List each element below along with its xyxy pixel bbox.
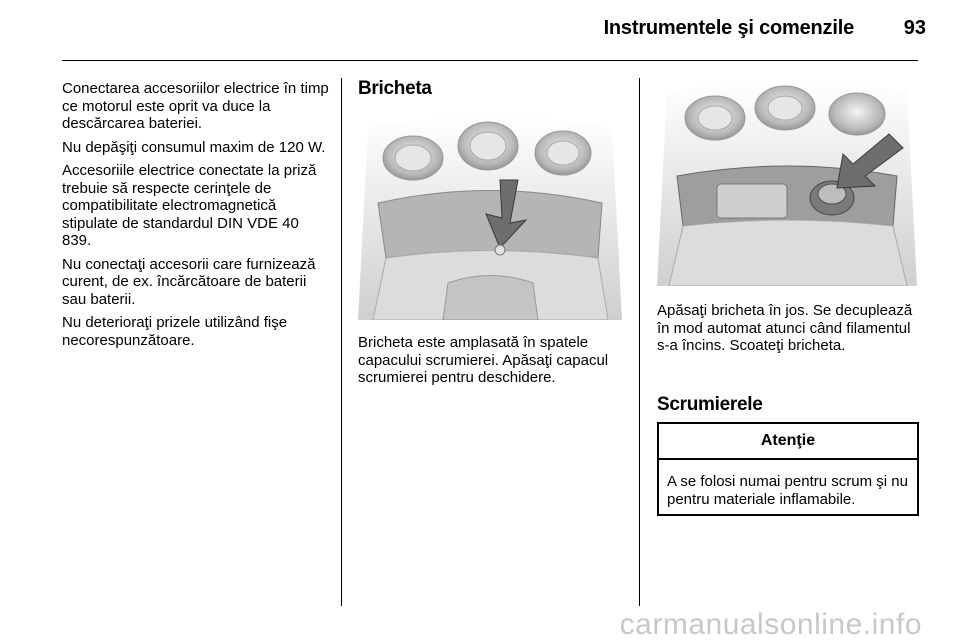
left-column	[62, 80, 330, 355]
paragraph: Nu conectaţi accesorii care furnizează curent, de ex. încărcătoare de baterii sau baterii.	[62, 255, 316, 308]
watermark: carmanualsonline.info	[619, 608, 922, 641]
page-header	[0, 17, 926, 47]
right-column-text	[657, 302, 919, 361]
paragraph: Conectarea accesoriilor electrice în timp ce motorul este oprit va duce la descărcarea bateriei.	[62, 80, 329, 132]
column-divider-right	[639, 78, 640, 606]
callout-text: A se folosi numai pentru scrum şi nu pentru materiale inflamabile.	[667, 473, 908, 508]
section-heading-scrumierele: Scrumierele	[657, 394, 763, 415]
lighter-push-illustration	[657, 76, 917, 286]
header-title: Instrumentele şi comenzile	[603, 17, 854, 39]
lighter-cover-svg	[358, 108, 622, 320]
lighter-cover-illustration	[358, 108, 622, 320]
section-heading-bricheta: Bricheta	[358, 78, 432, 99]
header-rule	[62, 60, 918, 61]
caution-callout	[657, 422, 919, 516]
paragraph: Nu depăşiţi consumul maxim de 120 W.	[62, 138, 326, 156]
page-number: 93	[903, 17, 926, 39]
paragraph: Apăsaţi bricheta în jos. Se decuplează în mod automat atunci când filamentul s-a încins. Scoateţi bricheta.	[657, 302, 913, 354]
paragraph: Nu deterioraţi prizele utilizând fişe necorespunzătoare.	[62, 314, 288, 349]
column-divider-left	[341, 78, 342, 606]
lighter-push-svg	[657, 76, 917, 286]
paragraph: Accesoriile electrice conectate la priză trebuie să respecte cerinţele de compatibilitate electromagnetică stipulate de standardul DIN VDE 40 839.	[62, 162, 317, 249]
paragraph: Bricheta este amplasată în spatele capacului scrumierei. Apăsaţi capacul scrumierei pentru deschidere.	[358, 334, 609, 386]
middle-column-text	[358, 334, 630, 393]
callout-title: Atenţie	[659, 424, 917, 460]
